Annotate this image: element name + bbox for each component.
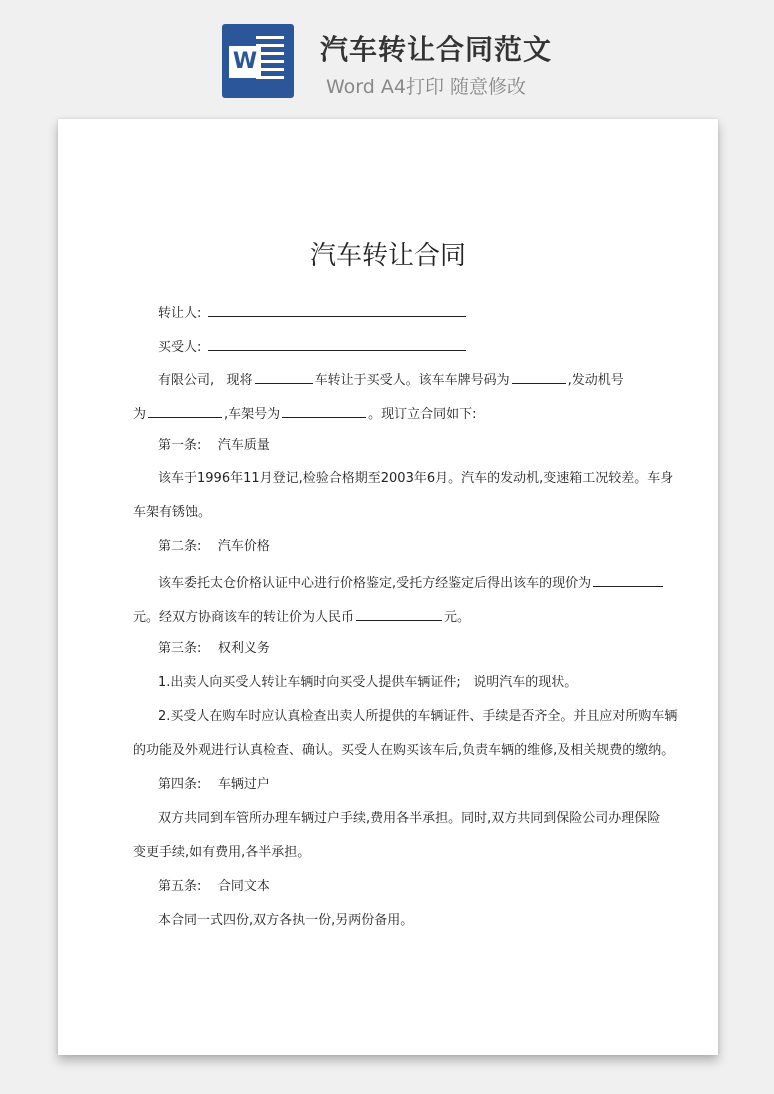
- plate-blank: [512, 369, 566, 384]
- article-5-line-1: 本合同一式四份,双方各执一份,另两份备用。: [158, 913, 414, 928]
- article-5-number: 第五条:: [158, 879, 202, 894]
- transferee-blank: [208, 336, 466, 351]
- article-5-title: 合同文本: [217, 879, 270, 894]
- p2-text-a: 为: [133, 407, 147, 422]
- article-1-number: 第一条:: [158, 438, 202, 453]
- price-blank: [593, 572, 663, 587]
- article-3-line-1-text-b: 说明汽车的现状。: [473, 675, 578, 690]
- word-logo-icon: [222, 24, 294, 98]
- article-2-line-1-text: 该车委托太仓价格认证中心进行价格鉴定,受托方经鉴定后得出该车的现价为: [158, 576, 592, 591]
- article-2-line-2: [133, 606, 470, 627]
- transferee-line: [158, 336, 468, 357]
- vin-blank: [282, 403, 366, 418]
- p2-text-c: 。现订立合同如下:: [368, 407, 477, 422]
- article-2-number: 第二条:: [158, 539, 202, 554]
- article-2-title: 汽车价格: [217, 539, 270, 554]
- article-3-line-1: [158, 674, 577, 692]
- article-1-line-1: 该车于1996年11月登记,检验合格期至2003年6月。汽车的发动机,变速箱工况较差。车身: [158, 471, 674, 486]
- banner-subtitle: Word A4打印 随意修改: [326, 76, 527, 98]
- article-1-line-2: 车架有锈蚀。: [133, 505, 212, 520]
- transfer-price-blank: [356, 606, 442, 621]
- article-3-line-3: 的功能及外观进行认真检查、确认。买受人在购买该车后,负责车辆的维修,及相关规费的缴纳。: [133, 743, 675, 758]
- banner-title: 汽车转让合同范文: [320, 33, 553, 66]
- article-3-title: 权利义务: [217, 641, 270, 656]
- p2-text-b: ,车架号为: [224, 407, 281, 422]
- article-1-title: 汽车质量: [217, 438, 270, 453]
- banner: [0, 0, 774, 110]
- car-blank: [255, 369, 313, 384]
- p1-text-a: 有限公司,: [158, 373, 215, 388]
- article-2-line-2-text-b: 元。: [444, 610, 471, 625]
- paragraph-1-line-1: [158, 369, 624, 390]
- transferee-label: 买受人:: [158, 340, 202, 355]
- p1-text-c: 车转让于买受人。该车车牌号码为: [314, 373, 510, 388]
- article-2-line-2-text-a: 元。经双方协商该车的转让价为人民币: [133, 610, 355, 625]
- article-4-line-1: 双方共同到车管所办理车辆过户手续,费用各半承担。同时,双方共同到保险公司办理保险: [158, 811, 661, 826]
- transferor-line: [158, 302, 468, 323]
- engine-blank: [148, 403, 222, 418]
- p1-text-b: 现将: [226, 373, 253, 388]
- paragraph-1-line-2: [133, 403, 477, 424]
- article-3-line-1-text-a: 1.出卖人向买受人转让车辆时向买受人提供车辆证件;: [158, 675, 461, 690]
- article-4-line-2: 变更手续,如有费用,各半承担。: [133, 845, 311, 860]
- article-2-heading: [158, 538, 270, 556]
- document-title: 汽车转让合同: [309, 241, 466, 271]
- article-3-line-2: 2.买受人在购车时应认真检查出卖人所提供的车辆证件、手续是否齐全。并且应对所购车辆: [158, 709, 678, 724]
- transferor-label: 转让人:: [158, 306, 202, 321]
- word-letter: W: [229, 46, 261, 78]
- article-4-number: 第四条:: [158, 777, 202, 792]
- article-3-number: 第三条:: [158, 641, 202, 656]
- document-page: [58, 119, 718, 1055]
- article-5-heading: [158, 878, 270, 896]
- transferor-blank: [208, 302, 466, 317]
- article-3-heading: [158, 640, 270, 658]
- article-2-line-1: [158, 572, 665, 593]
- article-4-heading: [158, 776, 270, 794]
- article-4-title: 车辆过户: [217, 777, 270, 792]
- article-1-heading: [158, 437, 270, 455]
- p1-text-d: ,发动机号: [567, 373, 624, 388]
